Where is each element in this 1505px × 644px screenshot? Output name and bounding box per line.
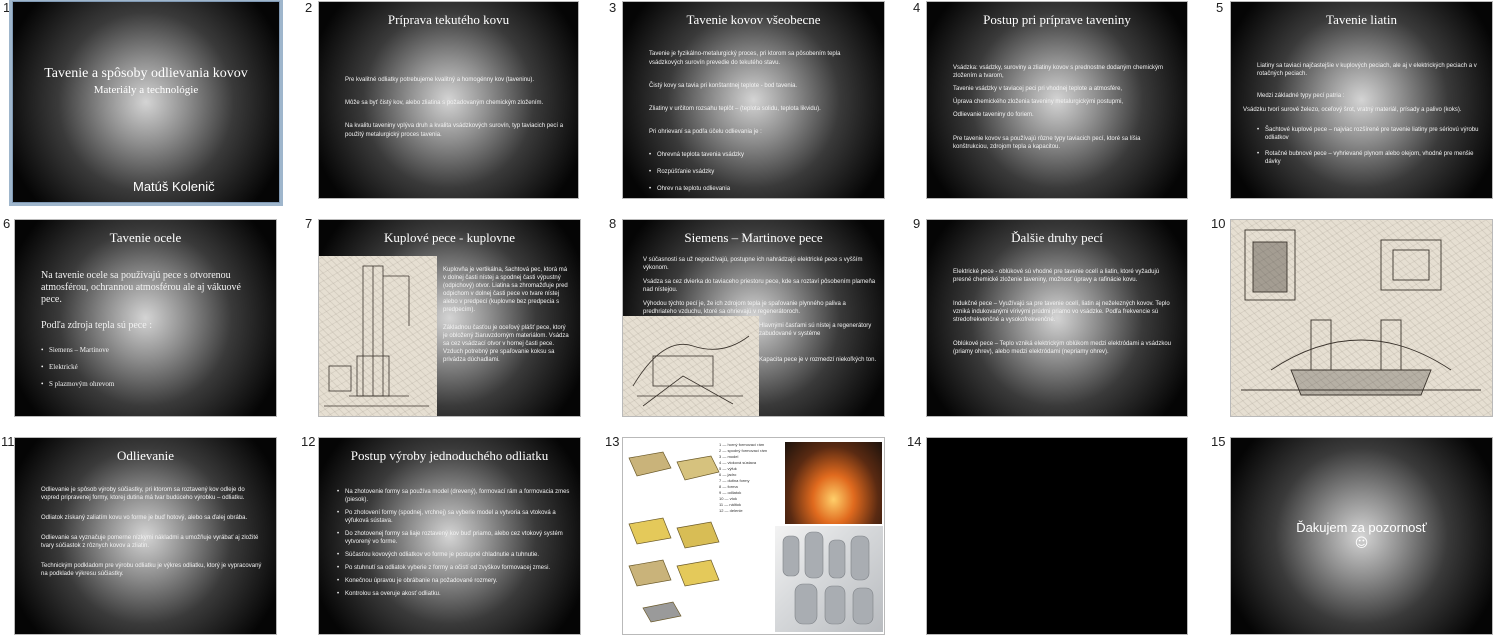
slide-1-preview[interactable]	[12, 1, 280, 203]
slide-4-preview[interactable]	[926, 1, 1188, 199]
slide-number: 2	[305, 0, 313, 15]
slide-15-preview[interactable]	[1230, 437, 1493, 635]
smile-icon: ☺	[1354, 536, 1369, 551]
slide-title: Príprava tekutého kovu	[387, 12, 510, 27]
slide-body: Na tavenie ocele sa používajú pece s otvorenou atmosférou, ochrannou atmosférou ale aj vákuové pece. Podľa zdroja tepla sú pece : • Siemens – Martinove • Elektrické • S plazmovým ohrevom	[41, 270, 263, 397]
slide-13-preview[interactable]	[622, 437, 885, 635]
slide-7-preview[interactable]	[318, 219, 581, 417]
slide-title: Tavenie kovov všeobecne	[686, 12, 821, 27]
slide-number: 3	[609, 0, 617, 15]
slide-title: Tavenie a spôsoby odlievania kovov	[44, 66, 248, 81]
furnace-drawings	[1231, 220, 1493, 417]
slide-body: Elektrické pece - oblúkové sú vhodné pre tavenie ocelí a liatin, ktoré vyžadujú presné chemické zloženie taveniny, možnosť úpravy a rafinácie kovu. Indukčné pece – Využívajú sa pre tavenie ocelí, liatin aj neželezných kovov. Teplo vzniká indukovanými vírivými prúdmi priamo vo vsádzke. Podľa frekvencie sú stredofrekvenčné a vysokofrekvenčné. Oblúkové pece – Teplo vzniká elektrickým oblúkom medzi elektródami a vsádzkou (priamy ohrev), alebo medzi elektródami (nepriamy ohrev).	[953, 269, 1171, 355]
slide-3-preview[interactable]	[622, 1, 885, 199]
slide-title: Siemens – Martinove pece	[684, 230, 823, 245]
slide-title: Ďalšie druhy pecí	[1011, 230, 1103, 245]
slide-2-preview[interactable]	[318, 1, 579, 199]
kuplovna-drawing	[319, 256, 437, 417]
slide-body: Kuplovňa je vertikálna, šachtová pec, ktorá má v dolnej časti nístej a spodnej časti výpustný (odpichový) otvor. Liatina sa zhromažďuje pred odpichom v dolnej časti pece vo tvare nístej alebo v predpecí (kuplovne bez predpecia s predpecím). Základnou časťou je oceľový plášť pece, ktorý je obložený žiaruvzdorným materiálom. Vsádza sa cez vsádzací otvor v hornej časti pece. Vzduch potrebný pre spaľovanie koksu sa privádza dúchadlami.	[443, 267, 569, 363]
slide-title: Postup výroby jednoduchého odliatku	[350, 448, 549, 463]
legend-list: 1 — horný formovací rám 2 — spodný formovací rám 3 — model 4 — vtoková sústava 5 — výfuk 6 — jadro 7 — dutina formy 8 — forma 9 — odliatok 10 — vtok 11 — nálitok 12 — delenie	[719, 442, 768, 513]
slide-5-preview[interactable]	[1230, 1, 1493, 199]
slide-body: Pre kvalitné odliatky potrebujeme kvalitný a homogénny kov (taveninu). Môže sa byť čistý kov, alebo zliatina s požadovaným chemickým zložením. Na kvalitu taveniny vplýva druh a kvalita vsádzkových surovín, typ taviacich pecí a použitý metalurgický proces tavenia.	[345, 77, 564, 138]
slide-number: 9	[913, 216, 921, 231]
slide-number: 11	[1, 434, 15, 449]
slide-title: Postup pri príprave taveniny	[983, 12, 1131, 27]
slide-number: 13	[605, 434, 620, 449]
slide-body: Vsádzka: vsádzky, suroviny a zliatiny kovov s prednostne dodaným chemickým zložením a tvarom, Tavenie vsádzky v taviacej peci pri vhodnej teplote a atmosfére, Úprava chemického zloženia taveniny metalurgickými postupmi, Odlievanie taveniny do foriem. Pre tavenie kovov sa používajú rôzne typy taviacich pecí, ktoré sa líšia konštrukciou, zdrojom tepla a kapacitou.	[953, 65, 1163, 150]
slide-8-preview[interactable]	[622, 219, 885, 417]
slide-6-preview[interactable]	[14, 219, 277, 417]
slide-14-preview[interactable]	[926, 437, 1188, 635]
slide-number: 8	[609, 216, 617, 231]
slide-number: 1	[3, 0, 11, 15]
slide-number: 15	[1211, 434, 1226, 449]
slide-body: • Na zhotovenie formy sa používa model (drevený), formovací rám a formovacia zmes (piesok). • Po zhotovení formy (spodnej, vrchnej) sa vyberie model a vytvoria sa vtoková a výfuková sústava. • Do zhotovenej formy sa liaje roztavený kov buď priamo, alebo cez vtokový systém vytvorený vo forme. • Súčasťou kovových odliatkov vo forme je postupné chladnutie a tuhnutie. • Po stuhnutí sa odliatok vyberie z formy a očistí od zvyškov formovacej zmesi. • Konečnou úpravou je obrábanie na požadované rozmery. • Kontrolou sa overuje akosť odliatku.	[337, 488, 573, 606]
slide-title: Kuplové pece - kuplovne	[383, 230, 516, 245]
slide-number: 6	[3, 216, 11, 231]
molding-steps-drawing	[623, 438, 727, 628]
slide-11-preview[interactable]	[14, 437, 277, 635]
slide-number: 4	[913, 0, 921, 15]
slide-number: 10	[1211, 216, 1226, 231]
slide-body: V súčasnosti sa už nepoužívajú, postupne ich nahrádzajú elektrické pece s vyšším výkonom. Vsádza sa cez dvierka do taviaceho priestoru pece, kde sa roztaví pôsobením plameňa nad nístejou. Výhodou týchto pecí je, že ich zdrojom tepla je spaľovanie plynného paliva a predhriateho vzduchu, ktoré sa ohrievajú v regenerátoroch. Hlavnými časťami sú nístej a regenerátory zabudované v systéme Kapacita pece je v rozmedzí niekoľkých ton.	[643, 257, 877, 363]
slide-title: Odlievanie	[116, 448, 175, 463]
slide-9-preview[interactable]	[926, 219, 1188, 417]
slide-number: 12	[301, 434, 316, 449]
slide-body: Tavenie je fyzikálno-metalurgický proces, pri ktorom sa pôsobením tepla vsádzkových surovín prevedie do tekutého stavu. Čistý kovy sa tavia pri konštantnej teplote - bod tavenia. Zliatiny v určitom rozsahu teplôt – (teplota solidu, teplota likvidu). Pri ohrievaní sa podľa účelu odlievania je : • Ohrevná teplota tavenia vsádzky • Rozpúšťanie vsádzky • Ohrev na teplotu odlievania	[649, 50, 871, 199]
slide-title: Tavenie ocele	[109, 230, 182, 245]
martin-furnace-drawing	[623, 316, 759, 417]
castings-photo	[775, 526, 883, 632]
slide-title: Tavenie liatin	[1326, 12, 1397, 27]
slide-body: Odlievanie je spôsob výroby súčiastky, pri ktorom sa roztavený kov odleje do vopred pripravenej formy, ktorej dutina má tvar budúceho výrobku – odliatku. Odliatok získaný zaliatím kovu vo forme je buď hotový, alebo sa ďalej obrába. Odlievanie sa vyznačuje pomerne nízkymi nákladmi a umožňuje vyrábať aj zložité tvary súčiastok z rôznych kovov a zliatin. Technickým podkladom pre výrobu odliatku je výkres odliatku, ktorý je vypracovaný na podklade výkresu súčiastky.	[41, 487, 262, 577]
slide-title: Ďakujem za pozornosť	[1296, 520, 1427, 535]
slide-number: 7	[305, 216, 313, 231]
slide-12-preview[interactable]	[318, 437, 581, 635]
slide-number: 5	[1216, 0, 1224, 15]
foundry-photo	[785, 442, 882, 524]
slide-subtitle: Materiály a technológie	[93, 84, 199, 96]
slide-body: Liatiny sa taviaci najčastejšie v kuplových peciach, ale aj v elektrických peciach a v rotačných peciach. Medzi základné typy pecí patria : Vsádzku tvorí surové železo, oceľový šrot, vratný materiál, prísady a palivo (koks). • Šachtové kuplové pece – najviac rozšírené pre tavenie liatiny pre sériovú výrobu odliatkov • Rotačné bubnové pece – vyhrievané plynom alebo olejom, vhodné pre menšie dávky	[1257, 62, 1479, 174]
slide-number: 14	[907, 434, 922, 449]
slide-author: Matúš Kolenič	[133, 179, 215, 194]
slide-10-preview[interactable]	[1230, 219, 1493, 417]
